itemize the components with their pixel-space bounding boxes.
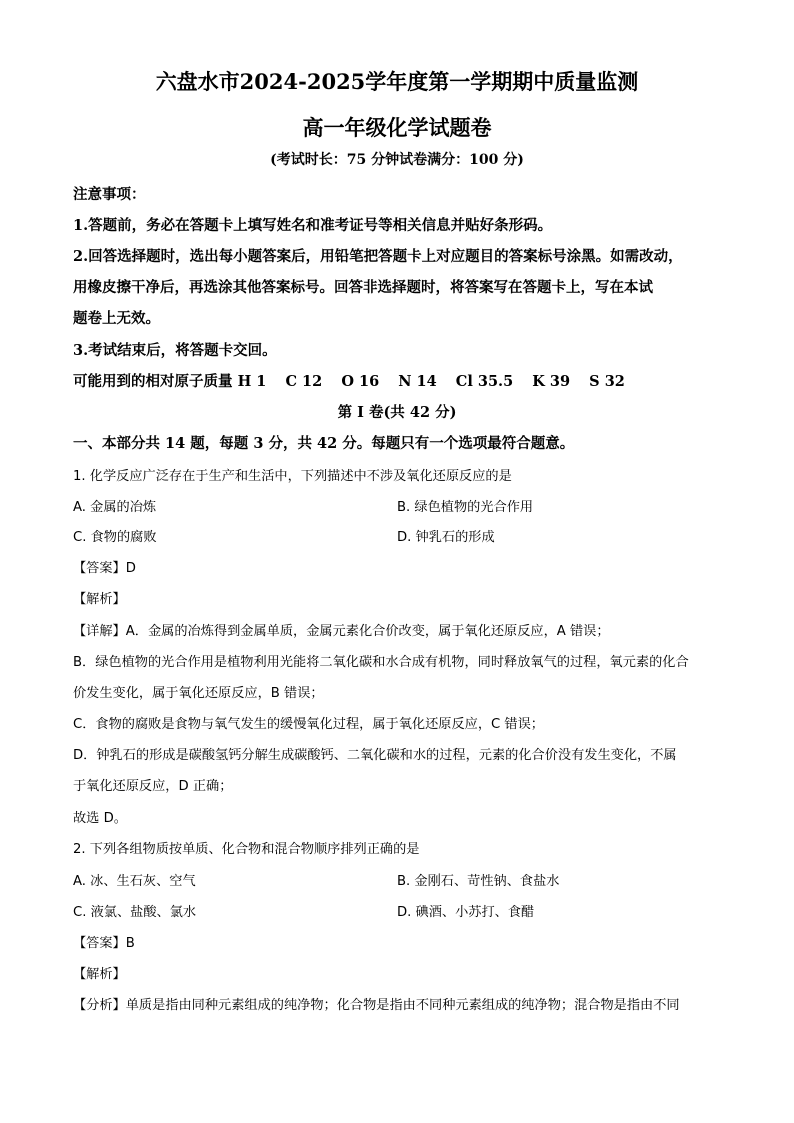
- note-item-3: 3.考试结束后，将答题卡交回。: [73, 342, 277, 359]
- section-instruction: 一、本部分共 14 题，每题 3 分，共 42 分。每题只有一个选项最符合题意。: [73, 435, 575, 452]
- question-2-answer: 【答案】B: [73, 936, 135, 951]
- question-2-option-a: A. 冰、生石灰、空气: [73, 874, 196, 889]
- note-item-2-line-2: 用橡皮擦干净后，再选涂其他答案标号。回答非选择题时，将答案写在答题卡上，写在本试: [73, 279, 653, 296]
- atomic-mass-k: K 39: [532, 373, 571, 390]
- question-2-analysis-label: 【解析】: [73, 967, 126, 982]
- question-2-option-d: D. 碘酒、小苏打、食醋: [397, 905, 535, 920]
- question-1-detail-line: D．钟乳石的形成是碳酸氢钙分解生成碳酸钙、二氧化碳和水的过程，元素的化合价没有发生变化，不属: [73, 748, 677, 763]
- question-2-fenxi: 【分析】单质是指由同种元素组成的纯净物；化合物是指由不同种元素组成的纯净物；混合物是指由不同: [73, 998, 680, 1013]
- atomic-mass-row: [73, 370, 724, 391]
- note-item-2-line-1: 2.回答选择题时，选出每小题答案后，用铅笔把答题卡上对应题目的答案标号涂黑。如需改动，: [73, 248, 683, 265]
- question-1-detail-line: C．食物的腐败是食物与氧气发生的缓慢氧化过程，属于氧化还原反应，C 错误；: [73, 717, 544, 732]
- question-1-detail-line: 价发生变化，属于氧化还原反应，B 错误；: [73, 686, 324, 701]
- question-1-option-b: B. 绿色植物的光合作用: [397, 500, 534, 515]
- question-1-option-d: D. 钟乳石的形成: [397, 530, 495, 545]
- note-item-1: 1.答题前，务必在答题卡上填写姓名和准考证号等相关信息并贴好条形码。: [73, 217, 553, 234]
- question-1-conclusion: 故选 D。: [73, 811, 127, 826]
- question-1-answer: 【答案】D: [73, 561, 136, 576]
- question-1-option-a: A. 金属的冶炼: [73, 500, 157, 515]
- part-title: 第 I 卷(共 42 分): [337, 404, 457, 421]
- atomic-mass-n: N 14: [398, 373, 437, 390]
- question-1-option-c: C. 食物的腐败: [73, 530, 157, 545]
- question-2-stem: 2. 下列各组物质按单质、化合物和混合物顺序排列正确的是: [73, 842, 420, 857]
- atomic-mass-label: 可能用到的相对原子质量: [73, 373, 233, 390]
- question-1-detail-line: 于氧化还原反应，D 正确；: [73, 779, 233, 794]
- question-1-stem: 1. 化学反应广泛存在于生产和生活中，下列描述中不涉及氧化还原反应的是: [73, 469, 512, 484]
- question-2-option-c: C. 液氯、盐酸、氯水: [73, 905, 197, 920]
- atomic-mass-c: C 12: [285, 373, 323, 390]
- notes-heading: 注意事项：: [73, 186, 146, 203]
- atomic-mass-h: H 1: [237, 373, 267, 390]
- atomic-mass-o: O 16: [341, 373, 380, 390]
- question-1-analysis-label: 【解析】: [73, 592, 126, 607]
- exam-info: (考试时长：75 分钟试卷满分：100 分): [270, 152, 524, 168]
- atomic-mass-cl: Cl 35.5: [455, 373, 514, 390]
- question-2-option-b: B. 金刚石、苛性钠、食盐水: [397, 874, 560, 889]
- question-1-detail-line: 【详解】A．金属的冶炼得到金属单质，金属元素化合价改变，属于氧化还原反应，A 错误；: [73, 624, 610, 639]
- page-title: 六盘水市2024-2025学年度第一学期期中质量监测: [155, 69, 639, 94]
- note-item-2-line-3: 题卷上无效。: [73, 310, 160, 327]
- question-1-detail-line: B．绿色植物的光合作用是植物利用光能将二氧化碳和水合成有机物，同时释放氧气的过程，氧元素的化合: [73, 655, 689, 670]
- atomic-mass-s: S 32: [589, 373, 625, 390]
- page-subtitle: 高一年级化学试题卷: [302, 115, 492, 140]
